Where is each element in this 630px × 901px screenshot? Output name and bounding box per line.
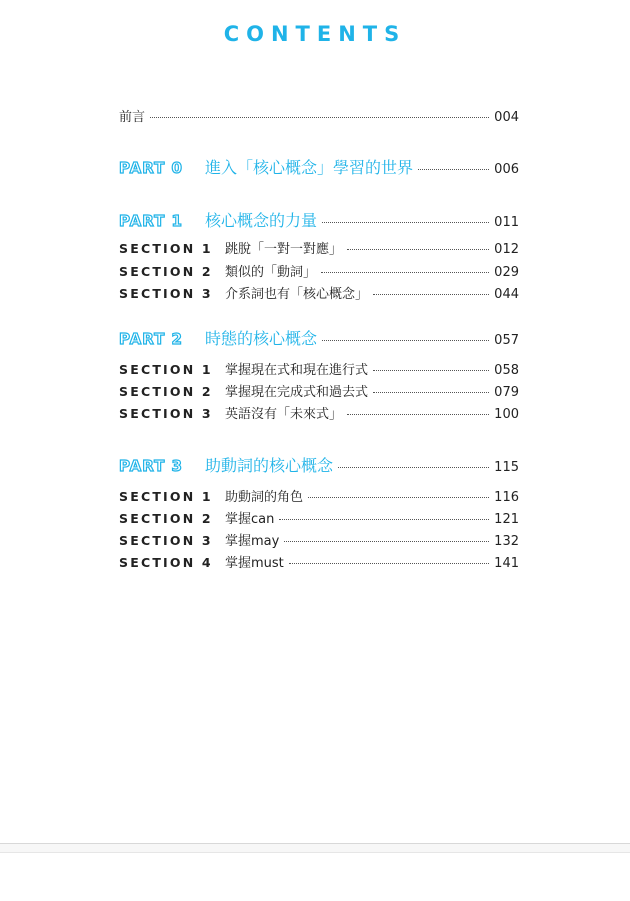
- toc-entry-part-1[interactable]: [119, 208, 519, 231]
- dot-leader: [347, 249, 489, 250]
- dot-leader: [322, 340, 489, 341]
- page-number: 132: [494, 534, 519, 549]
- toc-entry-section[interactable]: [119, 261, 519, 280]
- part-title: 助動詞的核心概念: [205, 456, 334, 475]
- part-label: PART 1: [119, 212, 183, 230]
- page-number: 029: [494, 265, 519, 280]
- page-number: 116: [494, 490, 519, 505]
- dot-leader: [373, 392, 489, 393]
- toc-entry-part-3[interactable]: [119, 453, 519, 476]
- part-label: PART 0: [119, 159, 183, 177]
- part-title: 時態的核心概念: [205, 329, 318, 348]
- dot-leader: [322, 222, 489, 223]
- page-bottom-divider: [0, 843, 630, 853]
- page-number: 121: [494, 512, 519, 527]
- section-title: 助動詞的角色: [225, 490, 304, 505]
- part-label: PART 3: [119, 457, 183, 475]
- section-label: SECTION 1: [119, 362, 213, 377]
- page-title: CONTENTS: [223, 22, 407, 46]
- section-title: 跳脫「一對一對應」: [225, 242, 343, 257]
- section-label: SECTION 2: [119, 384, 213, 399]
- part-label: PART 2: [119, 330, 183, 348]
- dot-leader: [338, 467, 489, 468]
- toc-entry-section[interactable]: [119, 283, 519, 302]
- section-title: 掌握現在式和現在進行式: [225, 363, 369, 378]
- section-title: 英語沒有「未來式」: [225, 407, 343, 422]
- page-number: 044: [494, 287, 519, 302]
- page-number: 141: [494, 556, 519, 571]
- toc-entry-section[interactable]: [119, 359, 519, 378]
- toc-entry-part-2[interactable]: [119, 326, 519, 349]
- entry-title: 前言: [119, 110, 146, 125]
- dot-leader: [279, 519, 489, 520]
- section-title: 掌握can: [225, 512, 275, 527]
- dot-leader: [284, 541, 489, 542]
- dot-leader: [289, 563, 489, 564]
- dot-leader: [347, 414, 489, 415]
- dot-leader: [321, 272, 489, 273]
- section-label: SECTION 2: [119, 511, 213, 526]
- toc-entry-section[interactable]: [119, 381, 519, 400]
- dot-leader: [150, 117, 489, 118]
- section-label: SECTION 1: [119, 489, 213, 504]
- part-title: 進入「核心概念」學習的世界: [205, 158, 414, 177]
- page-number: 058: [494, 363, 519, 378]
- dot-leader: [308, 497, 489, 498]
- page-number: 079: [494, 385, 519, 400]
- page-number: 011: [494, 215, 519, 230]
- section-title: 掌握may: [225, 534, 280, 549]
- section-label: SECTION 3: [119, 406, 213, 421]
- toc-entry-section[interactable]: [119, 238, 519, 257]
- section-label: SECTION 1: [119, 241, 213, 256]
- section-label: SECTION 2: [119, 264, 213, 279]
- toc-entry-preface[interactable]: [119, 106, 519, 125]
- page-number: 012: [494, 242, 519, 257]
- dot-leader: [373, 370, 489, 371]
- page-number: 006: [494, 162, 519, 177]
- toc-entry-section[interactable]: [119, 508, 519, 527]
- page-number: 100: [494, 407, 519, 422]
- page-number: 115: [494, 460, 519, 475]
- toc-entry-section[interactable]: [119, 552, 519, 571]
- section-label: SECTION 4: [119, 555, 213, 570]
- section-title: 掌握現在完成式和過去式: [225, 385, 369, 400]
- toc-entry-section[interactable]: [119, 530, 519, 549]
- toc-entry-section[interactable]: [119, 403, 519, 422]
- dot-leader: [373, 294, 489, 295]
- toc-entry-section[interactable]: [119, 486, 519, 505]
- section-title: 掌握must: [225, 556, 284, 571]
- part-title: 核心概念的力量: [205, 211, 318, 230]
- section-label: SECTION 3: [119, 533, 213, 548]
- toc-entry-part-0[interactable]: [119, 155, 519, 178]
- dot-leader: [418, 169, 489, 170]
- section-title: 介系詞也有「核心概念」: [225, 287, 369, 302]
- page-number: 057: [494, 333, 519, 348]
- section-title: 類似的「動詞」: [225, 265, 317, 280]
- section-label: SECTION 3: [119, 286, 213, 301]
- page-number: 004: [494, 110, 519, 125]
